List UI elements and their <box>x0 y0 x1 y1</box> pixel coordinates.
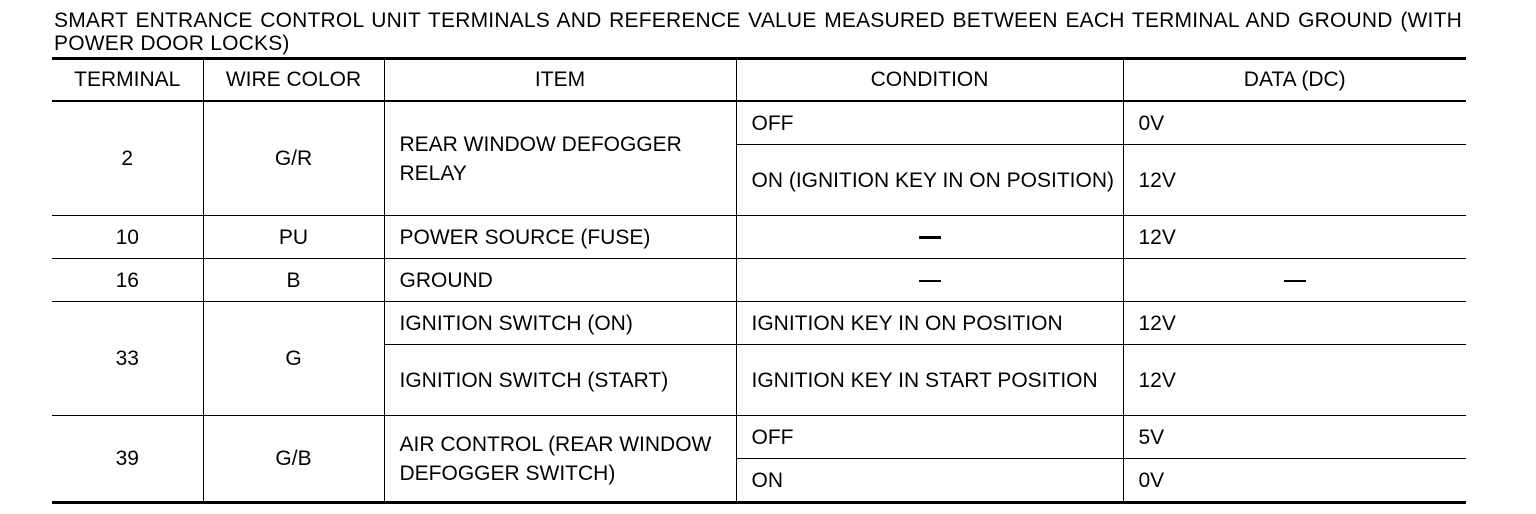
table-row <box>52 302 1466 345</box>
data-cell <box>1123 259 1466 302</box>
data-cell: 5V <box>1123 416 1466 459</box>
table-title: SMART ENTRANCE CONTROL UNIT TERMINALS AND REFERENCE VALUE MEASURED BETWEEN EACH TERMINAL AND GROUND (WITH POWER DOOR LOCKS) <box>54 9 1462 55</box>
condition-cell: OFF <box>736 101 1123 145</box>
data-cell: 12V <box>1123 145 1466 216</box>
terminal-cell: 2 <box>52 101 203 216</box>
table-row <box>52 416 1466 459</box>
item-cell: GROUND <box>384 259 736 302</box>
item-cell: POWER SOURCE (FUSE) <box>384 216 736 259</box>
terminal-reference-table <box>52 57 1466 504</box>
data-cell: 0V <box>1123 101 1466 145</box>
item-cell: AIR CONTROL (REAR WINDOW DEFOGGER SWITCH) <box>384 416 736 503</box>
condition-cell: IGNITION KEY IN ON POSITION <box>736 302 1123 345</box>
header-condition: CONDITION <box>736 59 1123 102</box>
condition-cell <box>736 259 1123 302</box>
header-wire-color: WIRE COLOR <box>203 59 384 102</box>
condition-cell: ON <box>736 459 1123 503</box>
item-cell: REAR WINDOW DEFOGGER RELAY <box>384 101 736 216</box>
condition-cell: ON (IGNITION KEY IN ON POSITION) <box>736 145 1123 216</box>
condition-cell: OFF <box>736 416 1123 459</box>
terminal-cell: 39 <box>52 416 203 503</box>
data-cell: 12V <box>1123 216 1466 259</box>
item-cell: IGNITION SWITCH (ON) <box>384 302 736 345</box>
dash-mark <box>919 236 941 239</box>
terminal-cell: 10 <box>52 216 203 259</box>
wire-color-cell: G/B <box>203 416 384 503</box>
wire-color-cell: G <box>203 302 384 416</box>
data-cell: 0V <box>1123 459 1466 503</box>
table-row <box>52 259 1466 302</box>
header-data: DATA (DC) <box>1123 59 1466 102</box>
header-item: ITEM <box>384 59 736 102</box>
terminal-cell: 33 <box>52 302 203 416</box>
condition-cell: IGNITION KEY IN START POSITION <box>736 345 1123 416</box>
table-row <box>52 216 1466 259</box>
dash-mark <box>1284 280 1306 282</box>
terminal-cell: 16 <box>52 259 203 302</box>
item-cell: IGNITION SWITCH (START) <box>384 345 736 416</box>
wire-color-cell: B <box>203 259 384 302</box>
data-cell: 12V <box>1123 302 1466 345</box>
data-cell: 12V <box>1123 345 1466 416</box>
condition-cell <box>736 216 1123 259</box>
wire-color-cell: PU <box>203 216 384 259</box>
header-row <box>52 59 1466 102</box>
wire-color-cell: G/R <box>203 101 384 216</box>
header-terminal: TERMINAL <box>52 59 203 102</box>
dash-mark <box>919 280 941 282</box>
table-row <box>52 101 1466 145</box>
